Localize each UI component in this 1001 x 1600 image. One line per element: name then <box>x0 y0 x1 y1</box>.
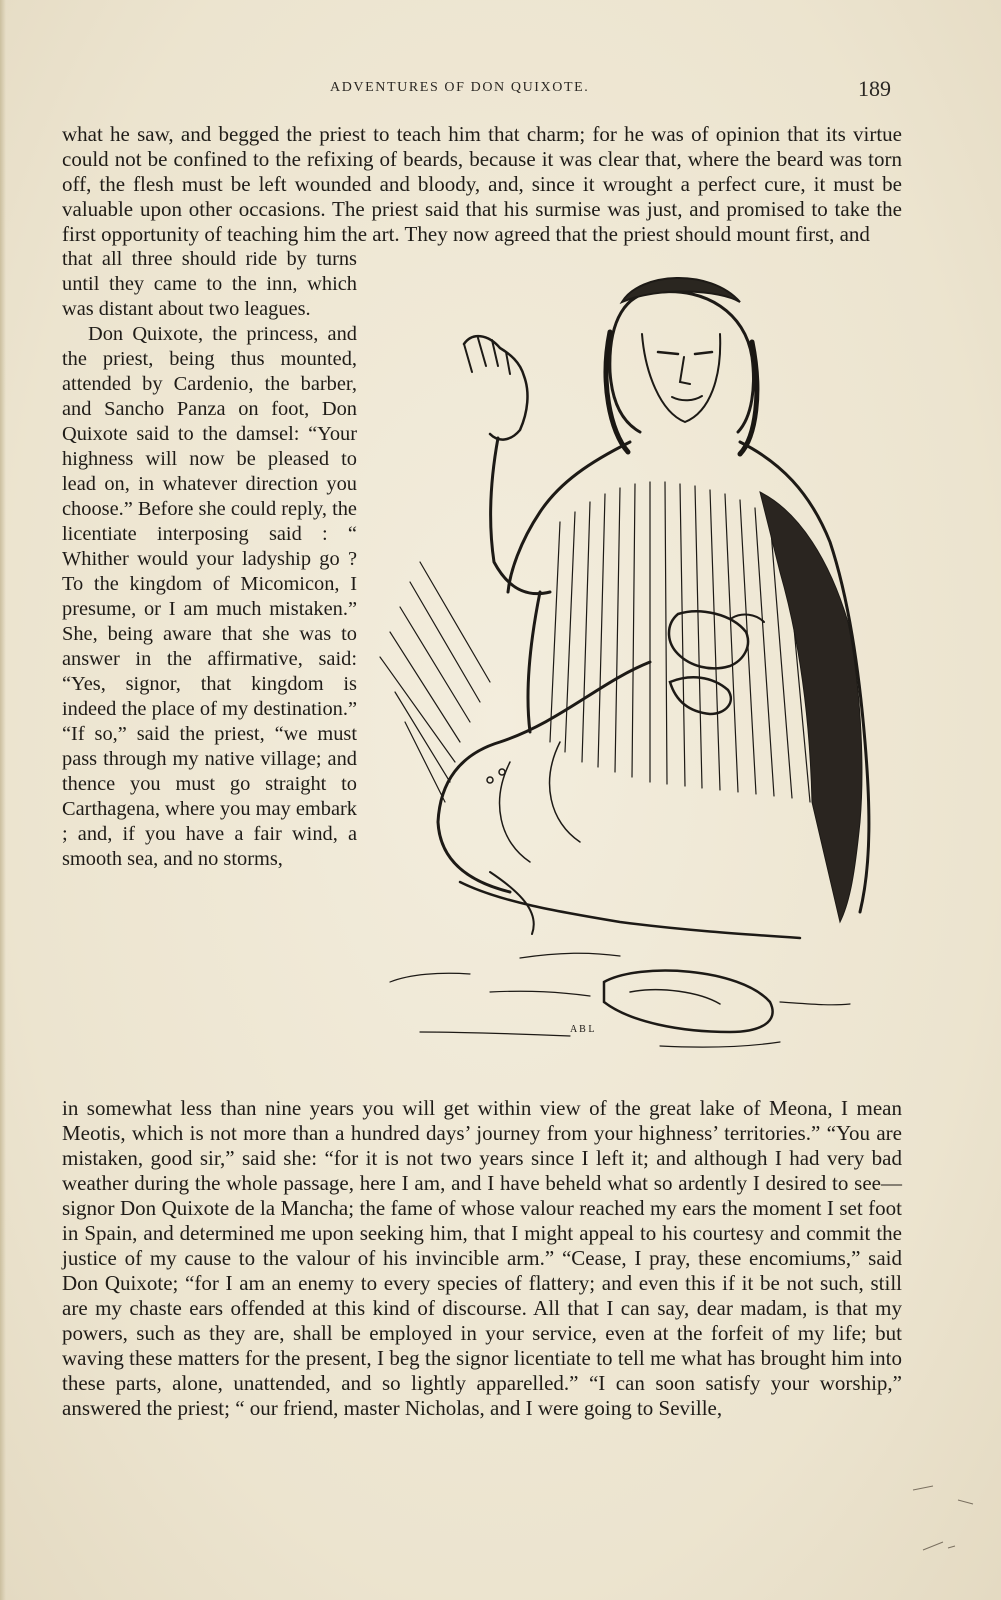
ground-strokes <box>390 973 470 982</box>
left-paragraph: Don Quixote, the princess, and the priest, being thus mounted, attended by Cardenio, the barber, and Sancho Panza on foot, Don Quixote said to the damsel: “Your highness will now be pleased to lead on, in whatever direction you choose.” Before she could reply, the licentiate interposing said : “ Whither would your ladyship go ? To the kingdom of Micomicon, I presume, or I am much mistaken.” She, being aware that she was to answer in the affirmative, said: “Yes, signor, that kingdom is indeed the place of my destination.” “If so,” said the priest, “we must pass through my native village; and thence you must go straight to Carthagena, where you may embark ; and, if you have a fair wind, a smooth sea, and no storms, <box>62 323 357 870</box>
priest-shoulder <box>508 442 630 592</box>
priest-mouth <box>672 396 702 400</box>
coat-button <box>487 777 493 783</box>
blemish-marks <box>903 1480 983 1570</box>
engraving-illustration <box>360 262 900 1094</box>
priest-hair-top <box>622 278 740 302</box>
top-paragraph-block <box>62 122 902 247</box>
priest-cloak-shadow <box>760 492 862 922</box>
lying-man-clothes <box>500 742 580 862</box>
page-blemishes <box>903 1480 983 1570</box>
running-title: ADVENTURES OF DON QUIXOTE. <box>330 80 590 95</box>
robe-hatching <box>380 482 826 807</box>
lying-man-leg <box>490 872 534 934</box>
left-column-paragraph <box>62 247 357 872</box>
lying-man-head <box>669 611 748 668</box>
priest-hair-right <box>660 292 753 432</box>
priest-hair-left <box>610 292 660 432</box>
priest-nose <box>680 357 690 384</box>
raised-hand-fingers <box>464 338 510 374</box>
coat-button <box>499 769 505 775</box>
ground-line <box>460 882 800 938</box>
priest-robe-left <box>528 592 540 732</box>
bottom-paragraph: in somewhat less than nine years you will get within view of the great lake of Meona, I mean Meotis, which is not more than a hundred days’ journey from your highness’ territories.” “You are mistaken, good sir,” said she: “for it is not two years since I left it; and although I had very bad weather during the whole passage, here I am, and I have beheld what so ardently I desired to see—signor Don Quixote de la Mancha; the fame of whose valour reached my ears the moment I set foot in Spain, and determined me upon seeking him, that I might appeal to his courtesy and commit the justice of my cause to the valour of his invincible arm.” “Cease, I pray, these encomiums,” said Don Quixote; “for I am an enemy to every species of flattery; and even this if it be not such, still are my chaste ears offended at this kind of discourse. All that I can say, dear madam, is that my powers, such as they are, shall be employed in your service, even at the forfeit of my life; but waving these matters for the present, I beg the signor licentiate to tell me what has brought him into these parts, alone, unattended, and so lightly apparelled.” “I can soon satisfy your worship,” answered the priest; “ our friend, master Nicholas, and I were going to Seville, <box>62 1096 902 1420</box>
raised-hand <box>464 336 527 439</box>
bottom-paragraph-block <box>62 1096 902 1421</box>
running-head <box>0 76 1001 100</box>
page-binding-shadow <box>0 0 6 1600</box>
lying-man-body <box>438 662 650 892</box>
illustration-priest-holding-man <box>360 262 900 1094</box>
top-paragraph-visible: what he saw, and begged the priest to teach him that charm; for he was of opinion that its virtue could not be confined to the refixing of beards, because it was clear that, where the beard was torn off, the flesh must be left wounded and bloody, and, since it wrought a perfect cure, it must be valuable upon other occasions. The priest said that his surmise was just, and promised to take the first opportunity of teaching him the art. They now agreed that the priest should mount first, and <box>62 122 902 246</box>
priest-hair-sides <box>606 332 757 454</box>
illustration-signature: A B L <box>570 1024 595 1035</box>
priest-eyes <box>658 352 712 354</box>
ground-strokes <box>420 953 850 1047</box>
lying-man-hair <box>732 615 764 622</box>
top-paragraph-continued: that all three should ride by turns until they came to the inn, which was distant about two leagues. <box>62 248 357 320</box>
page-number: 189 <box>858 76 891 101</box>
hat-brim-detail <box>630 990 720 1004</box>
hat-on-ground <box>604 971 773 1032</box>
priest-left-arm <box>491 438 550 594</box>
